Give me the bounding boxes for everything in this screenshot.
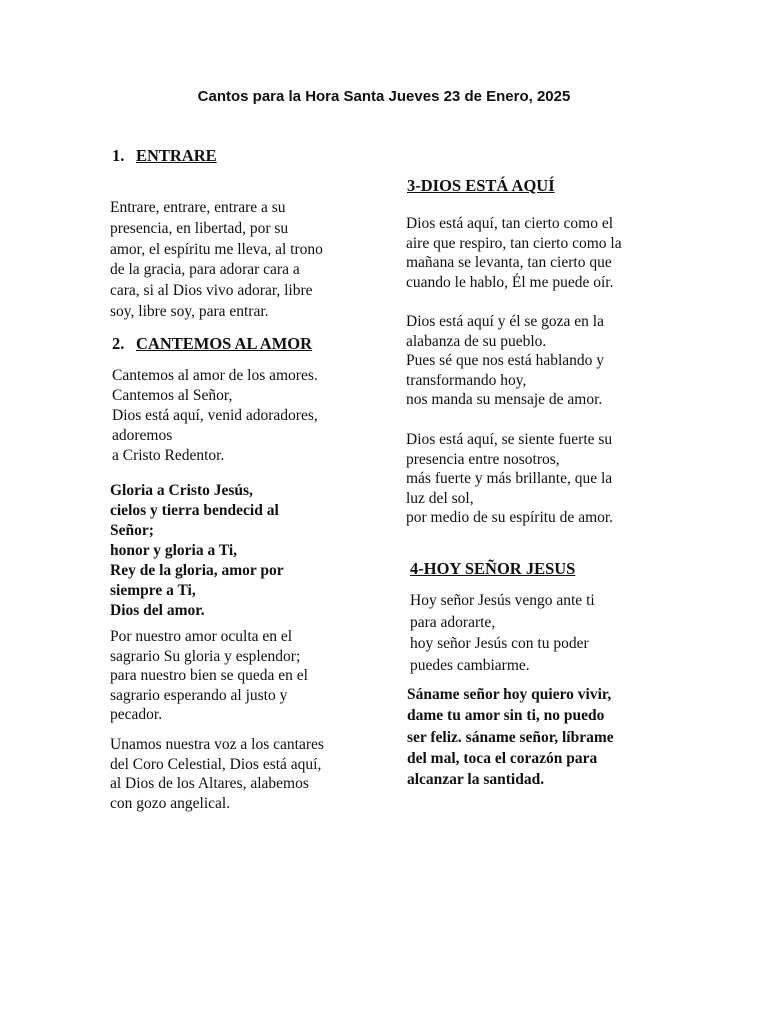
verse-entrare: Entrare, entrare, entrare a su presencia, en libertad, por su amor, el espíritu me lleva, al trono de la gracia, para adorar cara a cara, si al Dios vivo adorar, libre soy, libre soy, para entrar. xyxy=(110,199,323,320)
song-heading-dios-esta-aqui: 3-DIOS ESTÁ AQUÍ xyxy=(407,176,555,195)
verse-dios-esta-aqui-2: Dios está aquí y él se goza en la alabanza de su pueblo. Pues sé que nos está hablando y transformando hoy, nos manda su mensaje de amor. xyxy=(406,313,605,409)
verse-cantemos-1: Cantemos al amor de los amores. Cantemos al Señor, Dios está aquí, venid adoradores, adoremos a Cristo Redentor. xyxy=(112,367,318,464)
verse-cantemos-2: Por nuestro amor oculta en el sagrario Su gloria y esplendor; para nuestro bien se queda en el sagrario esperando al justo y pecador. xyxy=(110,628,308,724)
song-heading-hoy-senor-jesus: 4-HOY SEÑOR JESUS xyxy=(410,559,576,578)
chorus-gloria: Gloria a Cristo Jesús, cielos y tierra bendecid al Señor; honor y gloria a Ti, Rey de la gloria, amor por siempre a Ti, Dios del amor. xyxy=(110,482,284,619)
song-number: 2. xyxy=(112,334,125,353)
song-heading-cantemos xyxy=(112,334,312,354)
song-number: 1. xyxy=(112,146,125,165)
song-heading-entrare xyxy=(112,146,217,166)
verse-dios-esta-aqui-1: Dios está aquí, tan cierto como el aire que respiro, tan cierto como la mañana se levanta, tan cierto que cuando le hablo, Él me puede oír. xyxy=(406,215,622,291)
chorus-saname-senor: Sáname señor hoy quiero vivir, dame tu amor sin ti, no puedo ser feliz. sáname señor, líbrame del mal, toca el corazón para alcanzar la santidad. xyxy=(407,686,614,789)
verse-dios-esta-aqui-3: Dios está aquí, se siente fuerte su presencia entre nosotros, más fuerte y más brillante, que la luz del sol, por medio de su espíritu de amor. xyxy=(406,431,614,527)
verse-hoy-senor-jesus: Hoy señor Jesús vengo ante ti para adorarte, hoy señor Jesús con tu poder puedes cambiarme. xyxy=(410,592,595,674)
verse-cantemos-3: Unamos nuestra voz a los cantares del Coro Celestial, Dios está aquí, al Dios de los Altares, alabemos con gozo angelical. xyxy=(110,736,324,812)
document-title: Cantos para la Hora Santa Jueves 23 de Enero, 2025 xyxy=(197,88,571,105)
song-title: ENTRARE xyxy=(136,146,217,165)
song-title: CANTEMOS AL AMOR xyxy=(136,334,313,353)
